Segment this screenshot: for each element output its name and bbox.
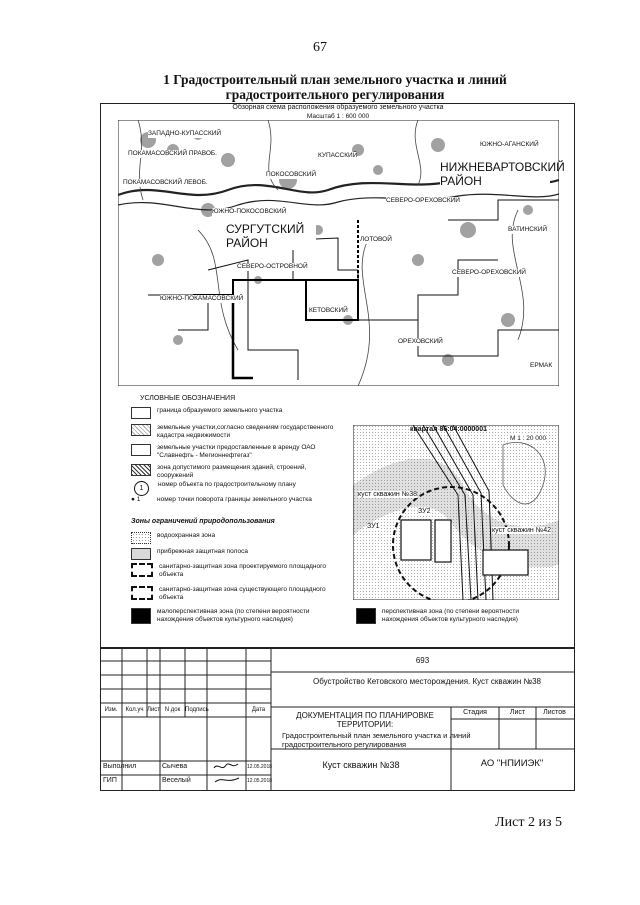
sheet-counter: Лист 2 из 5 bbox=[495, 815, 562, 830]
legend-swatch-cadastre bbox=[131, 424, 151, 436]
label-zapadno-kupasskiy: ЗАПАДНО-КУПАССКИЙ bbox=[148, 130, 222, 137]
tb-h-izm: Изм. bbox=[104, 707, 118, 713]
label-severo-ostrovnoy: СЕВЕРО-ОСТРОВНОЙ bbox=[237, 263, 308, 270]
label-severo-orekhovskiy-2: СЕВЕРО-ОРЕХОВСКИЙ bbox=[452, 269, 526, 276]
tb-code: 693 bbox=[415, 656, 430, 665]
page-number: 67 bbox=[313, 40, 327, 55]
label-orekhovskiy: ОРЕХОВСКИЙ bbox=[398, 338, 443, 345]
overview-map-title: Обзорная схема расположения образуемого земельного участка bbox=[232, 104, 444, 111]
legend-item-object-number: 1 номер объекта по градостроительному плану bbox=[131, 481, 336, 496]
legend-swatch-sanitary-proj bbox=[131, 563, 153, 577]
label-yuzhno-aganskiy: ЮЖНО-АГАНСКИЙ bbox=[480, 141, 539, 148]
tb-h-kolvo: Кол.уч bbox=[125, 707, 144, 713]
tb-h-podpis: Подпись bbox=[185, 707, 209, 713]
legend-zone-coastal: прибрежная защитная полоса bbox=[131, 548, 336, 560]
tb-sheets-header: Листов bbox=[543, 709, 566, 716]
legend-swatch-allowed-zone bbox=[131, 464, 151, 476]
legend-zone-sanitary-proj: санитарно-защитная зона проектируемого площадного объекта bbox=[131, 563, 336, 578]
detail-scale: М 1 : 20 000 bbox=[510, 435, 547, 442]
legend-zones-title: Зоны ограничений природопользования bbox=[131, 518, 275, 525]
detail-quarter: квартал 86:04:0000001 bbox=[410, 426, 487, 433]
legend-swatch-water bbox=[131, 532, 151, 544]
zu2-plot bbox=[435, 520, 451, 562]
detail-label-kust42: куст скважин №42 bbox=[492, 527, 552, 534]
tb-project: Обустройство Кетовского месторождения. Куст скважин №38 bbox=[313, 677, 541, 686]
label-lotovoy: ЛОТОВОЙ bbox=[360, 236, 392, 243]
tb-name-1: Сычева bbox=[162, 763, 188, 770]
legend-zone-water: водоохранная зона bbox=[131, 532, 336, 544]
page-heading: 1 Градостроительный план земельного участка и линий градостроительного регулирования bbox=[163, 72, 507, 102]
legend-swatch-low-prospect bbox=[131, 608, 151, 624]
detail-label-zu2: ЗУ2 bbox=[418, 508, 431, 515]
label-ermakovskiy: ЕРМАК bbox=[530, 362, 553, 369]
label-vatinskiy: ВАТИНСКИЙ bbox=[508, 226, 548, 233]
legend-swatch-coastal bbox=[131, 548, 151, 560]
legend-zone-sanitary-exist: санитарно-защитная зона существующего площадного объекта bbox=[131, 586, 336, 601]
tb-h-data: Дата bbox=[251, 707, 266, 713]
tb-h-ndok: N док bbox=[164, 707, 181, 713]
tb-stage-header: Стадия bbox=[463, 709, 487, 716]
zu1-plot bbox=[401, 520, 431, 560]
legend-zone-prospect: перспективная зона (по степени вероятности нахождения объектов культурного наследия) bbox=[356, 608, 556, 624]
label-yuzhno-pokosovskiy: ЮЖНО-ПОКОСОВСКИЙ bbox=[212, 208, 287, 215]
legend-item-boundary: граница образуемого земельного участка bbox=[131, 407, 336, 419]
legend-item-allowed-zone: зона допустимого размещения зданий, строений, сооружений bbox=[131, 464, 336, 479]
label-pokamasovskiy-pravob: ПОКАМАСОВСКИЙ ПРАВОБ. bbox=[128, 150, 217, 157]
tb-name-2: Веселый bbox=[162, 777, 191, 784]
legend-item-cadastre: земельные участки,согласно сведениям государственного кадастра недвижимости bbox=[131, 424, 336, 439]
label-kupasskiy: КУПАССКИЙ bbox=[318, 152, 358, 159]
label-pokamasovskiy-levob: ПОКАМАСОВСКИЙ ЛЕВОБ. bbox=[123, 179, 208, 186]
tb-role-1: Выполнил bbox=[103, 763, 137, 770]
tb-company: АО "НПИИЭК" bbox=[480, 758, 544, 769]
legend-swatch-boundary bbox=[131, 407, 151, 419]
detail-label-kust38: куст скважин №38 bbox=[358, 491, 418, 498]
label-pokosovskiy: ПОКОСОВСКИЙ bbox=[266, 171, 317, 178]
overview-map-scale: Масштаб 1 : 600 000 bbox=[306, 113, 370, 120]
legend-swatch-prospect bbox=[356, 608, 376, 624]
legend-swatch-lease bbox=[131, 444, 151, 456]
tb-object: Куст скважин №38 bbox=[322, 760, 400, 770]
tb-date-1: 12.05.2018 bbox=[247, 764, 273, 770]
legend-swatch-sanitary-exist bbox=[131, 586, 153, 600]
legend-point-marker: ● 1 bbox=[131, 496, 141, 503]
tb-h-list: Лист bbox=[147, 707, 161, 713]
signatures bbox=[212, 760, 242, 788]
detail-map bbox=[353, 425, 559, 600]
label-nizhnevartovskiy-rayon: НИЖНЕВАРТОВСКИЙ РАЙОН bbox=[440, 160, 565, 188]
detail-label-zu1: ЗУ1 bbox=[367, 523, 380, 530]
legend-item-lease: земельные участки предоставленные в аренду ОАО "Славнефть - Мегионнефтегаз" bbox=[131, 444, 336, 459]
tb-date-2: 12.05.2018 bbox=[247, 778, 273, 784]
label-yuzhno-pokamasovskiy: ЮЖНО-ПОКАМАСОВСКИЙ bbox=[160, 295, 244, 302]
kust42-plot bbox=[483, 550, 528, 575]
label-ketovskiy: КЕТОВСКИЙ bbox=[309, 307, 348, 314]
tb-role-2: ГИП bbox=[103, 777, 117, 784]
label-severo-orekhovskiy: СЕВЕРО-ОРЕХОВСКИЙ bbox=[386, 197, 460, 204]
legend-item-turn-point: ● 1 номер точки поворота границы земельного участка bbox=[131, 496, 312, 503]
legend-title: УСЛОВНЫЕ ОБОЗНАЧЕНИЯ bbox=[140, 395, 236, 402]
tb-sheet-header: Лист bbox=[509, 709, 526, 716]
tb-doc-subtitle: Градостроительный план земельного участка и линий градостроительного регулирования bbox=[282, 731, 471, 749]
label-surgutskiy-rayon: СУРГУТСКИЙ РАЙОН bbox=[226, 222, 316, 250]
tb-doc-title: ДОКУМЕНТАЦИЯ ПО ПЛАНИРОВКЕ ТЕРРИТОРИИ: bbox=[296, 711, 434, 729]
legend-zone-low-prospect: малоперспективная зона (по степени вероятности нахождения объектов культурного наследия) bbox=[131, 608, 346, 624]
legend-circle-number: 1 bbox=[134, 481, 149, 496]
